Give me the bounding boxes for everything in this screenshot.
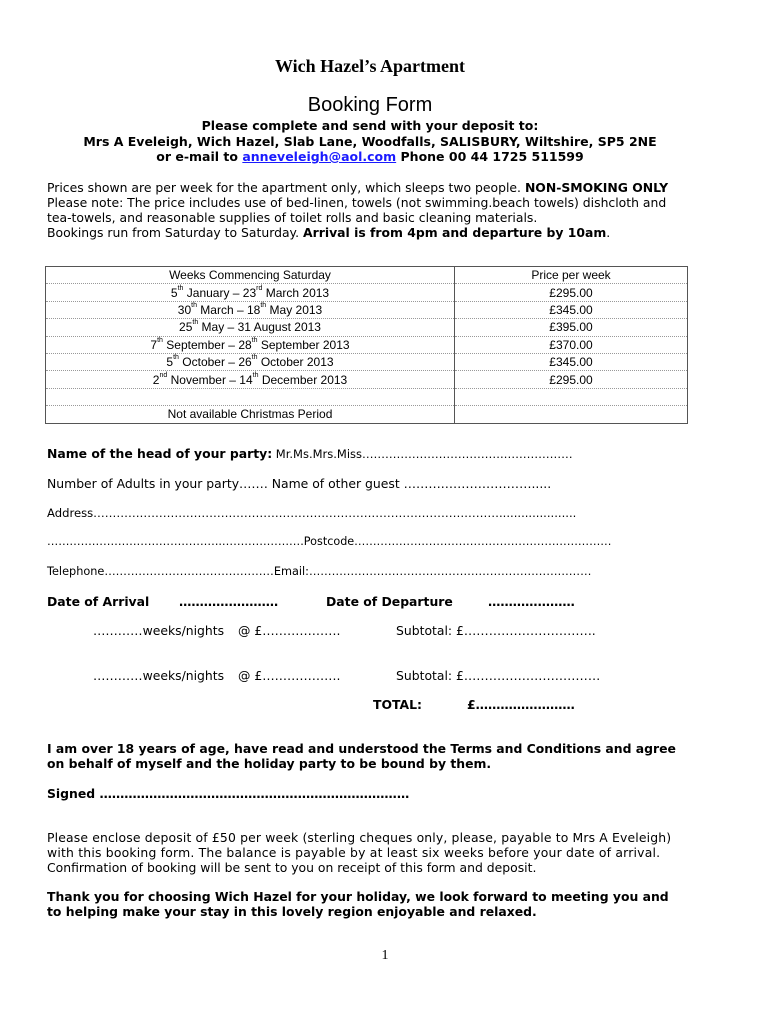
intro-text: Prices shown are per week for the apartment only, which sleeps two people. — [47, 180, 525, 195]
weeks-cell: 25th May – 31 August 2013 — [46, 319, 455, 336]
intro-line-2: Please note: The price includes use of bed-linen, towels (not swimming.beach towels) dishcloth and — [47, 195, 667, 210]
weeks-cell: 30th March – 18th May 2013 — [46, 301, 455, 318]
weeks-cell: 2nd November – 14th December 2013 — [46, 371, 455, 388]
christmas-note: Not available Christmas Period — [46, 406, 455, 423]
table-header-row — [46, 267, 688, 284]
deposit-line-1: Please enclose deposit of £50 per week (sterling cheques only, please, payable to Mrs A Eveleigh) — [47, 830, 672, 845]
declaration-line-2: on behalf of myself and the holiday party to be bound by them. — [47, 756, 492, 771]
email-prefix: or e-mail to — [156, 149, 243, 164]
empty-cell — [46, 388, 455, 405]
header-price: Price per week — [455, 267, 688, 284]
signature-field[interactable]: Signed ………………………………………………………………… — [47, 786, 410, 801]
intro-line-3: tea-towels, and reasonable supplies of toilet rolls and basic cleaning materials. — [47, 210, 538, 225]
page-number: 1 — [381, 948, 389, 963]
empty-cell — [455, 406, 688, 423]
table-row — [46, 319, 688, 336]
table-row — [46, 284, 688, 301]
table-row — [46, 371, 688, 388]
intro-line-1 — [47, 180, 668, 195]
head-of-party-dots: Mr.Ms.Mrs.Miss……………………………….……………… — [272, 447, 573, 461]
arrival-departure-times: Arrival is from 4pm and departure by 10am — [303, 225, 607, 240]
empty-cell — [455, 388, 688, 405]
weeks-nights-field-1[interactable]: …………weeks/nights — [93, 623, 225, 638]
postcode-field[interactable]: ………………………………………..………………….Postcode…………………………………………………………… — [47, 535, 612, 548]
weeks-cell: 5th October – 26th October 2013 — [46, 353, 455, 370]
thanks-line-2: to helping make your stay in this lovely region enjoyable and relaxed. — [47, 904, 537, 919]
departure-date-field[interactable]: ………………… — [488, 594, 575, 609]
email-link[interactable]: anneveleigh@aol.com — [242, 149, 397, 164]
thanks-line-1: Thank you for choosing Wich Hazel for your holiday, we look forward to meeting you and — [47, 889, 669, 904]
deposit-line-2: with this booking form. The balance is payable by at least six weeks before your date of arrival. — [47, 845, 661, 860]
header-address: Mrs A Eveleigh, Wich Hazel, Slab Lane, Woodfalls, SALISBURY, Wiltshire, SP5 2NE — [83, 134, 657, 149]
table-footer-row — [46, 406, 688, 423]
price-cell: £395.00 — [455, 319, 688, 336]
rate-field-1[interactable]: @ £………………. — [238, 623, 341, 638]
price-cell: £345.00 — [455, 353, 688, 370]
table-row — [46, 301, 688, 318]
total-field[interactable]: £…………………… — [467, 697, 575, 712]
deposit-line-3: Confirmation of booking will be sent to you on receipt of this form and deposit. — [47, 860, 537, 875]
table-row — [46, 353, 688, 370]
table-row — [46, 336, 688, 353]
booking-days-text: Bookings run from Saturday to Saturday. — [47, 225, 304, 240]
header-contact — [0, 149, 740, 164]
header-instruction: Please complete and send with your deposit to: — [201, 118, 539, 133]
non-smoking-notice: NON-SMOKING ONLY — [524, 180, 669, 195]
period: . — [606, 225, 611, 240]
weeks-cell: 7th September – 28th September 2013 — [46, 336, 455, 353]
header-weeks: Weeks Commencing Saturday — [46, 267, 455, 284]
rate-field-2[interactable]: @ £………………. — [238, 668, 341, 683]
head-of-party-field[interactable] — [47, 446, 573, 461]
address-field[interactable]: Address……………………………………………………………………………………………..................... — [47, 506, 577, 520]
price-cell: £295.00 — [455, 284, 688, 301]
declaration-line-1: I am over 18 years of age, have read and understood the Terms and Conditions and agree — [47, 741, 676, 756]
weeks-cell: 5th January – 23rd March 2013 — [46, 284, 455, 301]
phone-number: Phone 00 44 1725 511599 — [396, 149, 584, 164]
price-table — [45, 266, 688, 424]
number-of-adults-field[interactable]: Number of Adults in your party……. Name of other guest ……….…………………..... — [47, 476, 552, 491]
weeks-nights-field-2[interactable]: …………weeks/nights — [93, 668, 225, 683]
head-of-party-label: Name of the head of your party: — [47, 446, 273, 461]
departure-label: Date of Departure — [326, 594, 453, 609]
telephone-email-field[interactable]: Telephone………………………………………Email:………………………………………………………………… — [47, 565, 592, 578]
form-title: Booking Form — [307, 94, 433, 116]
subtotal-field-2[interactable]: Subtotal: £…………………………… — [396, 668, 601, 683]
intro-line-4 — [47, 225, 610, 240]
arrival-label: Date of Arrival — [47, 594, 150, 609]
total-label: TOTAL: — [373, 697, 422, 712]
table-row-empty — [46, 388, 688, 405]
price-cell: £345.00 — [455, 301, 688, 318]
price-cell: £370.00 — [455, 336, 688, 353]
price-cell: £295.00 — [455, 371, 688, 388]
arrival-date-field[interactable]: …………………… — [179, 594, 279, 609]
document-title: Wich Hazel’s Apartment — [275, 56, 465, 76]
subtotal-field-1[interactable]: Subtotal: £………………………….. — [396, 623, 596, 638]
